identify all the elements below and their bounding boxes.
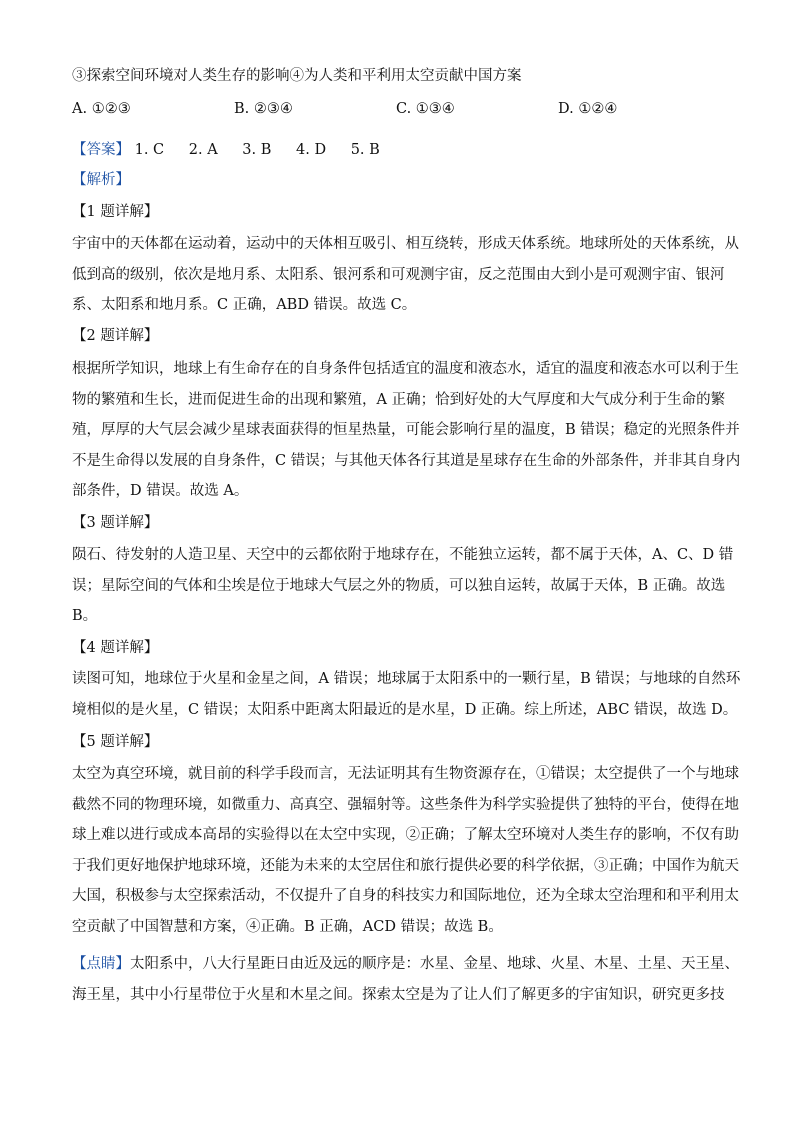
answer-5: 5. B: [350, 142, 380, 158]
option-d: D. ①②④: [558, 101, 618, 117]
question-tail: ③探索空间环境对人类生存的影响④为人类和平利用太空贡献中国方案: [72, 68, 522, 84]
option-c: C. ①③④: [396, 101, 455, 117]
section-body: 陨石、待发射的人造卫星、天空中的云都依附于地球存在，不能独立运转，都不属于天体，A、C、D 错 误；星际空间的气体和尘埃是位于地球大气层之外的物质，可以独自运转，故属于天体，B 正确。故选 B。: [72, 547, 734, 624]
answer-row: [72, 140, 722, 160]
analysis-label: 【解析】: [72, 172, 130, 188]
answer-2: 2. A: [188, 142, 218, 158]
section-body: 根据所学知识，地球上有生命存在的自身条件包括适宜的温度和液态水，适宜的温度和液态水可以利于生 物的繁殖和生长，进而促进生命的出现和繁殖，A 正确；恰到好处的大气厚度和大气成分利于生命的繁 殖，厚厚的大气层会减少星球表面获得的恒星热量，可能会影响行星的温度，B 错误；稳定的光照条件并 不是生命得以发展的自身条件，C 错误；与其他天体各行其道是星球存在生命的外部条件，并非其自身内 部条件，D 错误。故选 A。: [72, 361, 741, 499]
option-a: A. ①②③: [72, 101, 131, 117]
answer-3: 3. B: [242, 142, 272, 158]
section-body: 读图可知，地球位于火星和金星之间，A 错误；地球属于太阳系中的一颗行星，B 错误；与地球的自然环 境相似的是火星，C 错误；太阳系中距离太阳最近的是水星，D 正确。综上所述，ABC 错误，故选 D。: [72, 671, 741, 718]
tip-block: 【点睛】太阳系中，八大行星距日由近及远的顺序是：水星、金星、地球、火星、木星、土星、天王星、 海王星，其中小行星带位于火星和木星之间。探索太空是为了让人们了解更多的宇宙知识，研究更多技: [72, 956, 739, 1003]
answer-1: 1. C: [134, 142, 165, 158]
section-body: 宇宙中的天体都在运动着，运动中的天体相互吸引、相互绕转，形成天体系统。地球所处的天体系统，从 低到高的级别，依次是地月系、太阳系、银河系和可观测宇宙，反之范围由大到小是可观测宇宙、银河 系、太阳系和地月系。C 正确，ABD 错误。故选 C。: [72, 236, 739, 313]
section-heading: 【1 题详解】: [72, 204, 159, 220]
tip-label: 【点睛】: [72, 956, 130, 972]
section-heading: 【3 题详解】: [72, 515, 159, 531]
section-heading: 【4 题详解】: [72, 640, 159, 656]
section-body: 太空为真空环境，就目前的科学手段而言，无法证明其有生物资源存在，①错误；太空提供了一个与地球 截然不同的物理环境，如微重力、高真空、强辐射等。这些条件为科学实验提供了独特的平台，使得在地 球上难以进行或成本高昂的实验得以在太空中实现，②正确；了解太空环境对人类生存的影响，不仅有助 于我们更好地保护地球环境，还能为未来的太空居住和旅行提供必要的科学依据，③正确；中国作为航天 大国，积极参与太空探索活动，不仅提升了自身的科技实力和国际地位，还为全球太空治理和和平利用太 空贡献了中国智慧和方案，④正确。B 正确，ACD 错误；故选 B。: [72, 766, 739, 935]
section-heading: 【2 题详解】: [72, 328, 159, 344]
option-b: B. ②③④: [234, 101, 293, 117]
answer-4: 4. D: [296, 142, 327, 158]
answer-label: 【答案】: [72, 142, 130, 158]
section-heading: 【5 题详解】: [72, 734, 159, 750]
